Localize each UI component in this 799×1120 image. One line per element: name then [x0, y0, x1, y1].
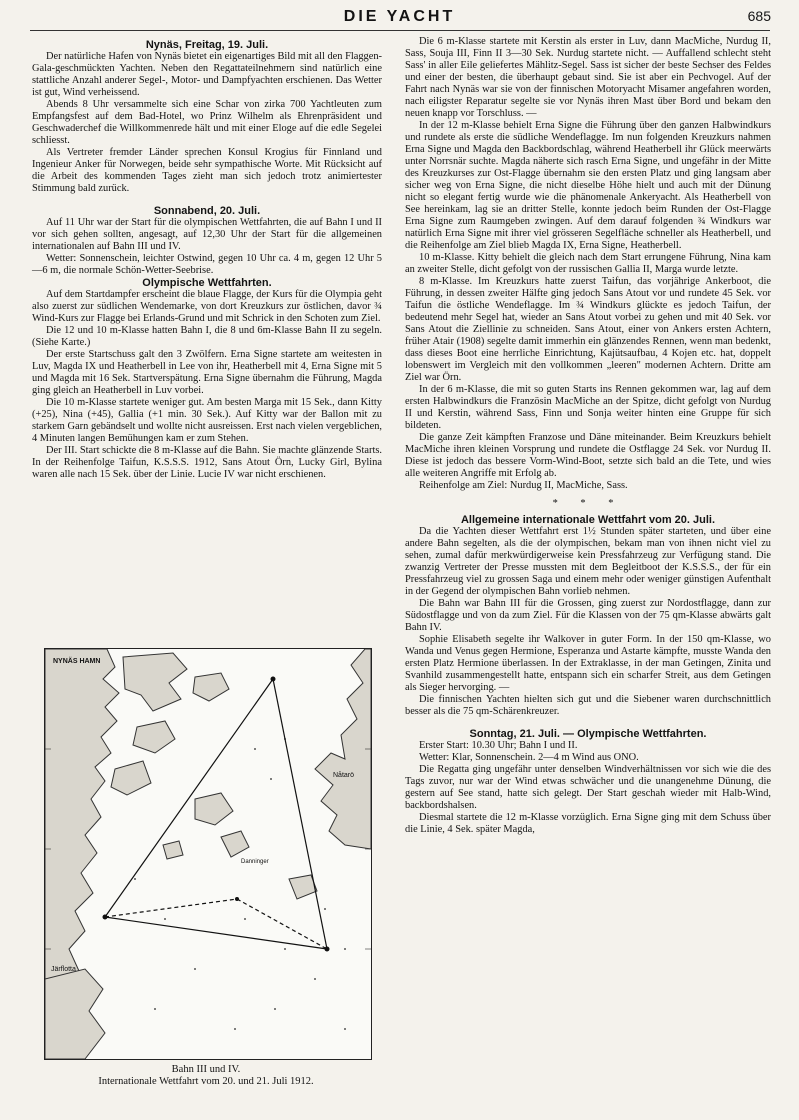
- map-label-harbor: NYNÄS HAMN: [53, 658, 101, 665]
- heading-olympic-races: Olympische Wettfahrten.: [142, 277, 272, 289]
- paragraph: In der 6 m-Klasse, die mit so guten Starts ins Rennen gekommen war, lag auf dem ersten Halbwindkurs die Französin MacMiche an der Spitze, dicht gefolgt von Nurdug II und Kerstin, während Sass, Finn und Sonja weiter hinten eine Gruppe für sich bildeten.: [405, 384, 771, 431]
- course-map: [44, 648, 372, 1060]
- paragraph: Da die Yachten dieser Wettfahrt erst 1½ Stunden später starteten, und über eine andere Bahn segelten, als die der olympischen, bekam man von ihnen nicht viel zu sehen, zumal dafür merkwürdigerweise kein Pressfahrzeug zur Verfügung stand. Die zwanzig Vertreter der Presse mussten mit dem Begleitboot der K.S.S.S., der für ein Pressfahrzeug viel zu grossen Saga und einem mehr oder weniger günstigen Aufenthalt in der Gegend der olympischen Bahn vorlieb nehmen.: [405, 526, 771, 597]
- paragraph: 8 m-Klasse. Im Kreuzkurs hatte zuerst Taifun, das vorjährige Ankerboot, die Führung, in dessen zweiter Hälfte ging jedoch Sans Atout vor und rundete 45 Sek. vor Taifun die östliche Wendeflagge. Im ¾ Windkurs glückte es jedoch Taifun, der bedeutend mehr Segel hat, wieder an Sans Atout vorbei zu gehen und mit 40 Sek. vor Sans Atout die Ziellinie zu schneiden. Sans Atout, einer von Ankers ersten Achtern, früher Atair (1908) segelte damit immerhin ein glänzendes Rennen, wenn man bedenkt, dass dieses Boot eine herrliche Einrichtung, Kajütsaufbau, 4 Kojen etc. hat, doppelt lobenswert im Vergleich mit den vollkommen „leeren" modernen Achtern. Dritte am Ziel war Örn.: [405, 276, 771, 383]
- paragraph: Der erste Startschuss galt den 3 Zwölfern. Erna Signe startete am weitesten in Luv, Magda IX und Heatherbell in Lee von ihr, Heatherbell mit 4, Erna Signe mit 5 und Magda mit 16 Sek. Startverspätung. Erna Signe übernahm die Führung, Magda ging gleich an Heatherbell in Luv vorbei.: [32, 349, 382, 396]
- header-rule: [30, 30, 770, 31]
- paragraph: Wetter: Klar, Sonnenschein. 2—4 m Wind aus ONO.: [419, 752, 639, 763]
- paragraph: Als Vertreter fremder Länder sprechen Konsul Krogius für Finnland und Ingenieur Anker für Norwegen, beide sehr sympathische Worte. Mit Rücksicht auf die Arbeit des kommenden Tages zieht man sich jedoch trotz animiertester Stimmung bald zurück.: [32, 147, 382, 194]
- magazine-title: DIE YACHT: [343, 8, 456, 25]
- paragraph: Die Bahn war Bahn III für die Grossen, ging zuerst zur Nordostflagge, dann zur Südostflagge und von da zum Ziel. Für die Klassen von der 75 qm-Klasse abwärts galt Bahn IV.: [405, 598, 771, 633]
- paragraph: 10 m-Klasse. Kitty behielt die gleich nach dem Start errungene Führung, Nina kam an zweiter Stelle, dicht gefolgt von der russischen Gallia II, Marga wurde letzte.: [405, 252, 771, 275]
- paragraph: Auf 11 Uhr war der Start für die olympischen Wettfahrten, die auf Bahn I und II vor sich gehen sollten, angesagt, auf 12,30 Uhr der Start für die allgemeinen internationalen auf Bahn III und IV.: [32, 217, 382, 252]
- paragraph: Der III. Start schickte die 8 m-Klasse auf die Bahn. Sie machte glänzende Starts. In der Reihenfolge Taifun, K.S.S.S. 1912, Sans Atout Örn, Lucky Girl, Bylina waren alle nach 15 Sek. über der Linie. Lucie IV war nicht erschienen.: [32, 445, 382, 480]
- paragraph: Reihenfolge am Ziel: Nurdug II, MacMiche, Sass.: [419, 480, 628, 491]
- map-caption: [36, 1064, 376, 1088]
- paragraph: Die 12 und 10 m-Klasse hatten Bahn I, die 8 und 6m-Klasse Bahn II zu segeln. (Siehe Karte.): [32, 325, 382, 348]
- paragraph: Erster Start: 10.30 Uhr; Bahn I und II.: [419, 740, 578, 751]
- paragraph: Auf dem Startdampfer erscheint die blaue Flagge, der Kurs für die Olympia geht also zuerst zur südlichen Wendemarke, von dort Kreuzkurs zur östlichen, davor ¾ Wind-Kurs zur Flagge bei Erlands-Grund und mit Schrick in den Schoten zum Ziel.: [32, 289, 382, 324]
- paragraph: Der natürliche Hafen von Nynäs bietet ein eigenartiges Bild mit all den Flaggen-Gala-geschmückten Yachten. Neben den Regattateilnehmern sind natürlich eine stattliche Anzahl anderer Segel-, Motor- und Dampfyachten erschienen. Das Wetter ist gut, Wind verheissend.: [32, 51, 382, 98]
- map-label-east: Nåtarö: [333, 772, 355, 779]
- paragraph: Sophie Elisabeth segelte ihr Walkover in guter Form. In der 150 qm-Klasse, wo Wanda und Venus gegen Hermione, Esperanza und Astarte kämpfte, musste Wanda den ersten Platz Hermione überlassen. In der Extraklasse, in der man Getingen, Zinita und Svanhild zusammengestellt hatte, entspann sich ein scharfer Streit, aus dem Getingen als Sieger hervorging. —: [405, 634, 771, 693]
- caption-line-2: Internationale Wettfahrt vom 20. und 21. Juli 1912.: [98, 1076, 314, 1087]
- heading-nynaes-friday: Nynäs, Freitag, 19. Juli.: [145, 39, 269, 51]
- paragraph: Die ganze Zeit kämpften Franzose und Däne miteinander. Beim Kreuzkurs behielt MacMiche ihren kleinen Vorsprung und rundete die Ostflagge 24 Sek. vor Nurdug II. Diese ist jedoch das bessere Vorm-Wind-Boot, setzte sich bald an die Tete, und wies alle weiteren Angriffe mit Erfolg ab.: [405, 432, 771, 479]
- paragraph: Die 6 m-Klasse startete mit Kerstin als erster in Luv, dann MacMiche, Nurdug II, Sass, Souja III, Finn II 3—30 Sek. Nurdug startete nicht. — Auffallend schlecht steht Sass' in aller Eile geliefertes Mählitz-Segel. Sass ist sicher der beste Sechser des Feldes und einer der besten, die überhaupt gebaut sind. Sie ist aber ein Pechvogel. Auf der Fahrt nach Nynäs war sie von der finnischen Motoryacht Misamer angefahren worden, nach eiligster Reparatur segelte sie vor Nynäs ihren Mast über Bord und bekam den neuen knapp vor Torschluss. —: [405, 36, 771, 119]
- section-divider: * * *: [552, 498, 624, 509]
- paragraph: Wetter: Sonnenschein, leichter Ostwind, gegen 10 Uhr ca. 4 m, gegen 12 Uhr 5—6 m, die normale Schön-Wetter-Seebrise.: [32, 253, 382, 276]
- paragraph: Diesmal startete die 12 m-Klasse vorzüglich. Erna Signe ging mit dem Schuss über die Linie, 4 Sek. später Magda,: [405, 812, 771, 835]
- paragraph: Abends 8 Uhr versammelte sich eine Schar von zirka 700 Yachtleuten zum Empfangsfest auf dem Bad-Hotel, wo Prinz Wilhelm als Ehrenpräsident und Geschwaderchef die Willkommenrede hält und mit einer Eloge auf die edle Segelei schliesst.: [32, 99, 382, 146]
- heading-saturday: Sonnabend, 20. Juli.: [153, 205, 261, 217]
- page-number: 685: [747, 8, 771, 24]
- nautical-chart: [45, 649, 371, 1059]
- right-column: [405, 36, 771, 836]
- paragraph: In der 12 m-Klasse behielt Erna Signe die Führung über den ganzen Halbwindkurs und rundete als erste die südliche Wendeflagge. Im nun folgenden Kreuzkurs nahmen Erna Signe und Magda den Backbordschlag, während Heatherbell ihr Glück meerwärts unter Norrsnär suchte. Magda näherte sich rasch Erna Signe, und ungefähr in der Mitte des Kreuzkurses zur Ost-Flagge übernahm sie den ersten Platz und ging langsam aber sicher weg von Erna Signe, die nicht dieselbe Höhe hielt und auch mit der Dünung nicht so elegant fertig wurde wie die phänomenale Ankeryacht. Als Heatherbell von See hereinkam, lag sie an dritter Stelle, konnte jedoch beim Runden der Ost-Flagge Erna Signe zum Raumgeben zwingen. Auf dem darauf folgenden ¾ Windkurs war natürlich Erna Signe mit ihrer viel grösseren Segelfläche schneller als Heatherbell, und die Reihenfolge am Ziel blieb Magda IX, Erna Signe, Heatherbell.: [405, 120, 771, 251]
- page-header: [0, 6, 799, 32]
- caption-line-1: Bahn III und IV.: [171, 1064, 241, 1075]
- map-label-southwest: Järflotta: [51, 966, 76, 973]
- heading-sunday: Sonntag, 21. Juli. — Olympische Wettfahrten.: [469, 728, 707, 740]
- map-label-channel: Danninger: [241, 859, 269, 865]
- paragraph: Die Regatta ging ungefähr unter denselben Windverhältnissen vor sich wie die des Tags zuvor, nur war der Wind etwas schwächer und die unangenehme Dünung, die gestern auf See stand, hatte sich gelegt. Der Start geschah wieder mit Halb-Wind, backbordshalsen.: [405, 764, 771, 811]
- left-column: [32, 36, 382, 481]
- heading-international-race: Allgemeine internationale Wettfahrt vom 20. Juli.: [460, 514, 716, 526]
- paragraph: Die 10 m-Klasse startete weniger gut. Am besten Marga mit 15 Sek., dann Kitty (+25), Nina (+45), Gallia (+1 min. 30 Sek.). Auf Kitty war der Ballon mit zu starkem Garn gebändselt und wollte nicht ausreissen. Erst nach vielen vergeblichen, 4 Minuten langen Bemühungen kam er zum Stehen.: [32, 397, 382, 444]
- paragraph: Die finnischen Yachten hielten sich gut und die Siebener waren durchschnittlich besser als die 75 qm-Schärenkreuzer.: [405, 694, 771, 717]
